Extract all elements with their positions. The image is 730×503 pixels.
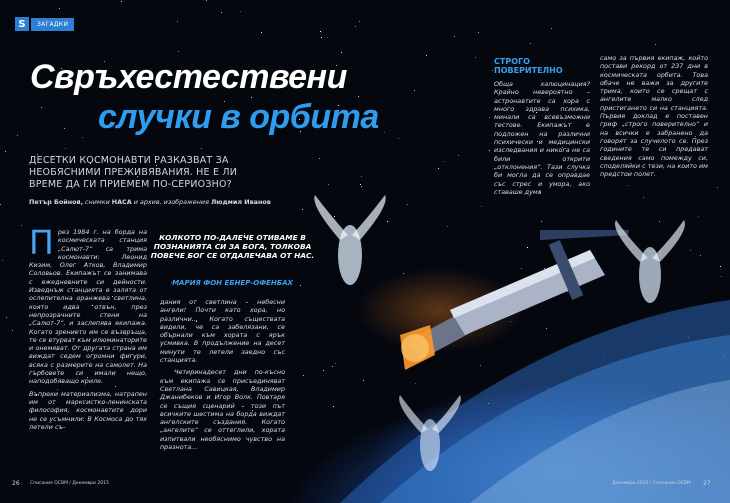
- body-column-2: дания от светлина – небесни ангели! Почти като хора, но различни... Когато съществата видели, че са забелязани, се обърнали към хората с ярък усмивка. В продължение на десет минути те летели заедно със станцията. Четиринадесет дни по-късно към екипажа се присъединяват Светлана Савицкая, Владимир Джанибеков и Игор Волк. Повтаря се същия сценарий – този път всичките шестима на борда виждат ангелските създания. Когато „ангелите“ се оттеглили, хората изпитвали необяснимо чувство на празнота...: [160, 298, 285, 452]
- section-label: ЗАГАДКИ: [31, 18, 74, 31]
- sidebar-column-2: само за първия екипаж, който постави рекорд от 237 дни в космическата орбита. Това обаче не важи за другите трима, които се срещат с ангелите малко след пристигането си на станцията. Първия доклад е поставен гриф „строго поверително“ и на всички е забранено да говорят за случилото се. През годините те си предават сведения само помежду си, споделяйки с тези, на които им предстои полет.: [600, 54, 708, 179]
- footer-left: Списание ОСВМ / Декември 2015: [30, 481, 109, 486]
- sidebar-column-1: Обща халюцинация? Крайно невероятно – астронавтите са хора с много здрава психика, минали са всевъзможни тестове. Екипажът е подложен на различни психически и медицински изследвания и никога не са били открити „отклонения“. Тази случка би могла да се оправдае със стрес и умора, ако ставаше дума: [494, 80, 590, 196]
- article-title-line2: случки в орбита: [98, 98, 379, 136]
- section-badge: S: [15, 17, 29, 31]
- page-number-right: 27: [703, 480, 711, 487]
- article-lead: ДЕСЕТКИ КОСМОНАВТИ РАЗКАЗВАТ ЗА НЕОБЯСНИМИ ПРЕЖИВЯВАНИЯ. НЕ Е ЛИ ВРЕМЕ ДА ГИ ПРИЕМЕМ ПО-СЕРИОЗНО?: [29, 155, 238, 190]
- article-credits: Петър Бойнов, снимки НАСА и архив, изображения Людмил Иванов: [29, 198, 271, 206]
- angel-figure-right: [610, 220, 690, 320]
- angel-figure-left: [310, 195, 390, 305]
- drop-cap: П: [29, 223, 54, 262]
- pull-quote-author: МАРИЯ ФОН ЕБНЕР-ОФЕНБАХ: [172, 279, 293, 287]
- page-number-left: 26: [12, 480, 20, 487]
- article-title-line1: Свръхестествени: [30, 58, 347, 96]
- sidebar-heading: СТРОГО ПОВЕРИТЕЛНО: [494, 57, 563, 75]
- footer-right: Декември 2015 / Списание ОСВМ: [612, 481, 691, 486]
- body-column-1: През 1984 г. на борда на космическата станция „Салют-7“ са трима космонавти: Леонид Кизим, Олег Атков, Владимир Соловьов. Екипажът се занимава с ежедневните си дейности. Изведнъж станцията е залята от ослепителна оранжева светлина, която идва отвън, през непрозрачните стени на „Салют-7“, и заслепява екипажа. Когато зрението им се възвръща, те се втурват към илюминаторите и онемяват. От другата страна им виждат седем огромни фигури, всяка с размерите на самолет. На гърбовете си имали нещо, наподобяващо криле. Въпреки материализма, натрапен им от марксистко-ленинската философия, космонавтите дори не се усъмнили: В Космоса до тях летели съ-: [29, 223, 147, 431]
- angel-figure-bottom: [395, 395, 465, 485]
- space-station-illustration: [390, 230, 640, 380]
- section-tag: [15, 17, 74, 31]
- pull-quote: КОЛКОТО ПО-ДАЛЕЧЕ ОТИВАМЕ В ПОЗНАНИЯТА СИ ЗА БОГА, ТОЛКОВА ПОВЕЧЕ БОГ СЕ ОТДАЛЕЧАВА ОТ НАС.: [150, 233, 315, 260]
